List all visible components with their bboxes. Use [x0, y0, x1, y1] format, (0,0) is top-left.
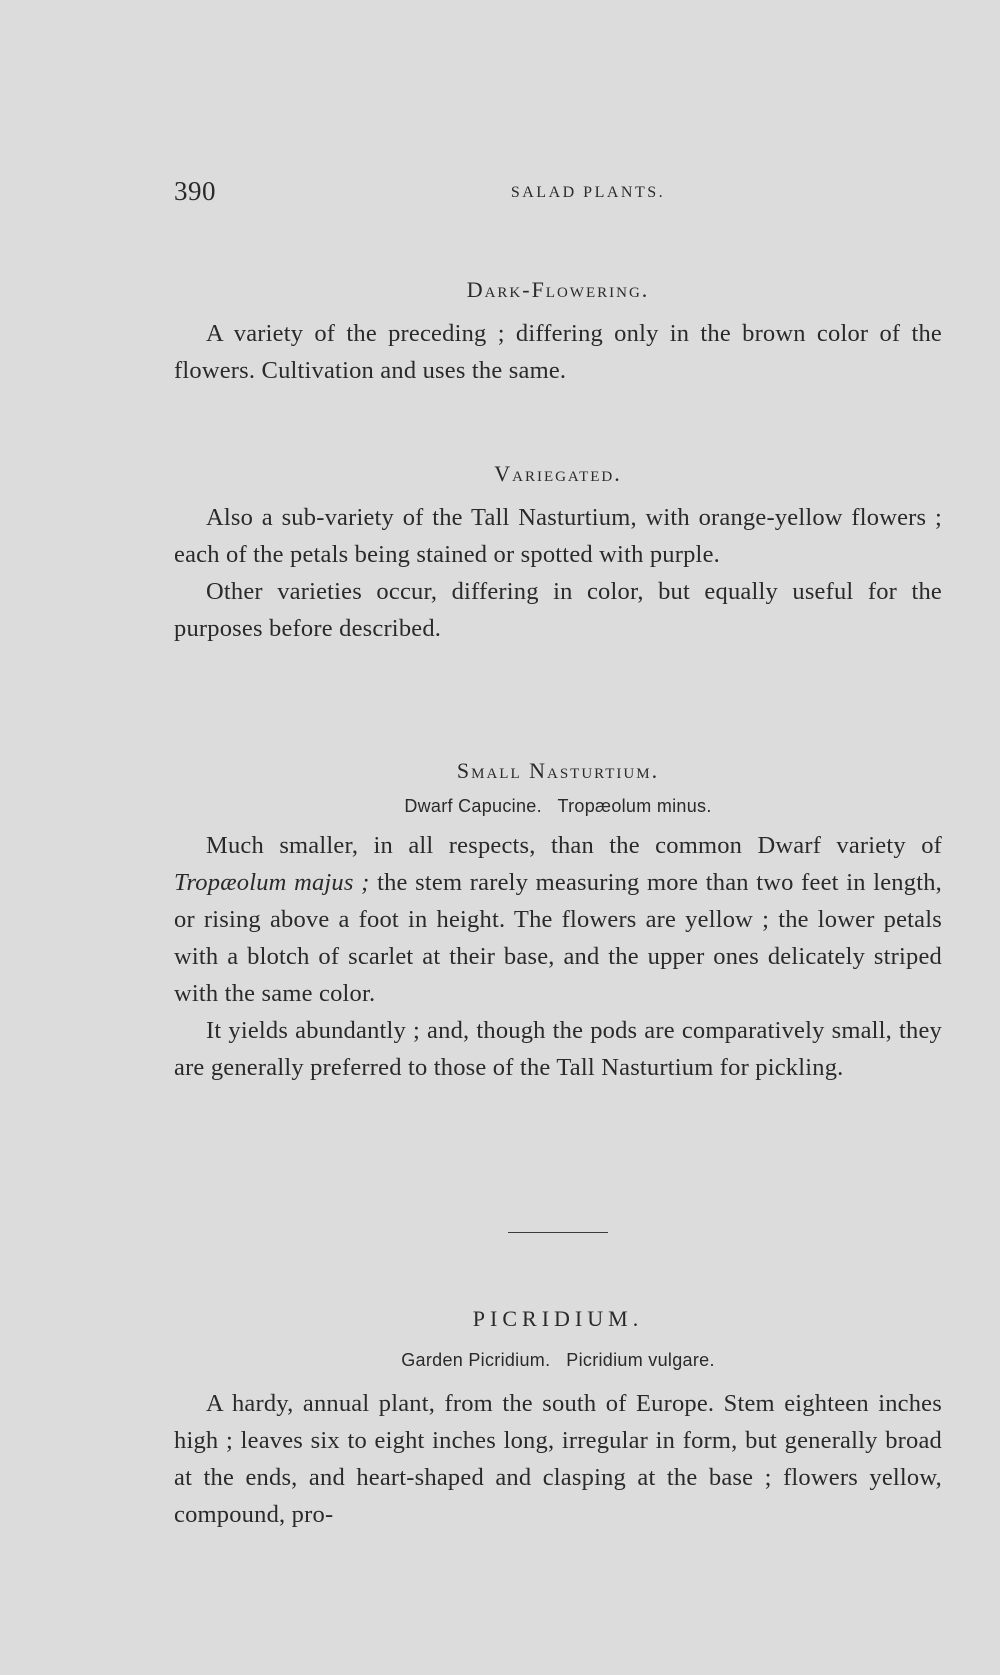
latin-name: Tropæolum minus. — [557, 796, 712, 816]
synonyms-line — [174, 1350, 942, 1371]
paragraph: Also a sub-variety of the Tall Nasturtium, with orange-yellow flowers ; each of the petals being stained or spotted with purple. — [174, 504, 942, 568]
common-name: Garden Picridium. — [401, 1350, 551, 1370]
book-page — [174, 0, 942, 1675]
section-divider — [508, 1232, 608, 1233]
section-dark-flowering — [174, 277, 942, 389]
section-heading: Small Nasturtium. — [456, 758, 660, 783]
running-head — [174, 176, 942, 216]
section-small-nasturtium — [174, 758, 942, 1086]
section-heading: Variegated. — [494, 461, 622, 486]
paragraph-text: the stem rarely measuring more than two feet in length, or rising above a foot in height. The flowers are yellow ; the lower petals with a blotch of scarlet at their base, and the upper ones delicately striped with the same color. — [174, 869, 942, 1007]
paragraph: Other varieties occur, differing in color, but equally useful for the purposes before described. — [174, 578, 942, 642]
section-picridium — [174, 1306, 942, 1533]
synonyms-line — [174, 796, 942, 817]
paragraph: A variety of the preceding ; differing only in the brown color of the flowers. Cultivation and uses the same. — [174, 320, 942, 384]
paragraph — [174, 827, 942, 1012]
latin-name: Picridium vulgare. — [566, 1350, 715, 1370]
section-variegated — [174, 461, 942, 647]
section-heading: PICRIDIUM. — [472, 1306, 644, 1331]
page-number: 390 — [174, 176, 216, 206]
paragraph: A hardy, annual plant, from the south of Europe. Stem eighteen inches high ; leaves six to eight inches long, irregular in form, but generally broad at the ends, and heart-shaped and clasping at the base ; flowers yellow, compound, pro- — [174, 1390, 942, 1528]
paragraph: It yields abundantly ; and, though the pods are comparatively small, they are generally preferred to those of the Tall Nasturtium for pickling. — [174, 1017, 942, 1081]
section-heading: Dark-Flowering. — [466, 277, 650, 302]
paragraph-text: Much smaller, in all respects, than the common Dwarf variety of — [206, 832, 942, 859]
italic-species-name: Tropæolum majus ; — [174, 869, 370, 896]
running-title: SALAD PLANTS. — [510, 184, 666, 201]
common-name: Dwarf Capucine. — [404, 796, 542, 816]
